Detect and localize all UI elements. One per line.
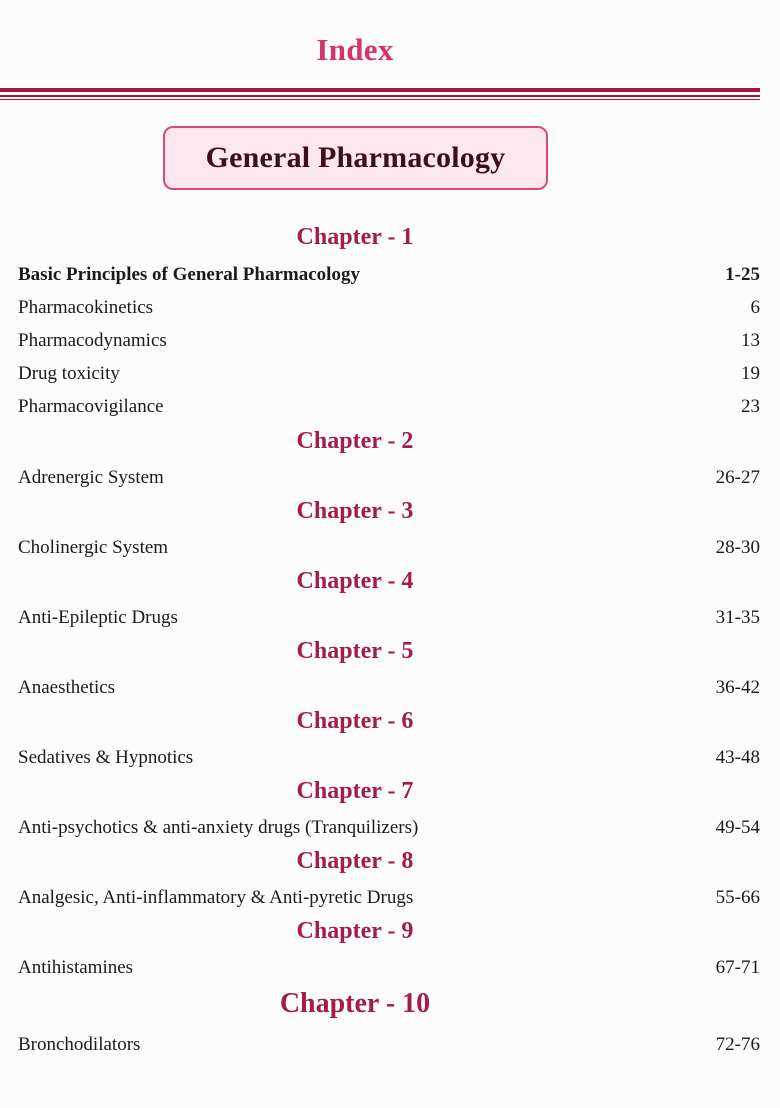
entry-title: Sedatives & Hypnotics	[18, 747, 194, 768]
index-entry[interactable]	[18, 537, 760, 563]
header-rule-thick	[0, 88, 760, 92]
entry-title: Drug toxicity	[18, 363, 120, 384]
chapter-heading-9: Chapter - 9	[296, 918, 414, 944]
entry-title: Pharmacodynamics	[18, 330, 167, 351]
chapter-heading-2: Chapter - 2	[296, 428, 414, 454]
chapter-heading-1: Chapter - 1	[296, 224, 414, 250]
index-entry[interactable]	[18, 887, 760, 913]
entry-pages: 28-30	[715, 537, 760, 558]
header-rule-middle	[0, 95, 760, 97]
index-entry[interactable]	[18, 1034, 760, 1060]
entry-pages: 49-54	[715, 817, 760, 838]
chapter-heading-4: Chapter - 4	[296, 568, 414, 594]
index-entry[interactable]	[18, 467, 760, 493]
entry-pages: 19	[741, 363, 760, 384]
page-title: Index	[316, 32, 394, 67]
entry-pages: 13	[741, 330, 760, 351]
index-entry[interactable]	[18, 330, 760, 356]
entry-title: Cholinergic System	[18, 537, 169, 558]
entry-title: Pharmacokinetics	[18, 297, 154, 318]
entry-title: Basic Principles of General Pharmacology	[18, 264, 360, 285]
chapter-heading-7: Chapter - 7	[296, 778, 414, 804]
entry-pages: 43-48	[715, 747, 760, 768]
entry-pages: 67-71	[715, 957, 760, 978]
entry-pages: 55-66	[715, 887, 760, 908]
chapter-heading-3: Chapter - 3	[296, 498, 414, 524]
entry-title: Anti-Epileptic Drugs	[18, 607, 178, 628]
entry-pages: 23	[741, 396, 760, 417]
index-entry[interactable]	[18, 817, 760, 843]
index-entry[interactable]	[18, 297, 760, 323]
index-entry[interactable]	[18, 607, 760, 633]
index-entry[interactable]	[18, 957, 760, 983]
chapter-heading-10: Chapter - 10	[279, 988, 431, 1019]
index-entry[interactable]	[18, 264, 760, 290]
index-entry[interactable]	[18, 363, 760, 389]
chapter-heading-8: Chapter - 8	[296, 848, 414, 874]
entry-pages: 36-42	[715, 677, 760, 698]
section-heading-box	[163, 126, 548, 190]
index-entry[interactable]	[18, 677, 760, 703]
entry-title: Analgesic, Anti-inflammatory & Anti-pyretic Drugs	[18, 887, 414, 908]
header-rule-thin	[0, 99, 760, 100]
entry-title: Bronchodilators	[18, 1034, 141, 1055]
entry-pages: 26-27	[715, 467, 760, 488]
entry-title: Anti-psychotics & anti-anxiety drugs (Tranquilizers)	[18, 817, 419, 838]
entry-pages: 6	[750, 297, 760, 318]
entry-pages: 72-76	[715, 1034, 760, 1055]
entry-title: Antihistamines	[18, 957, 134, 978]
chapter-heading-6: Chapter - 6	[296, 708, 414, 734]
entry-pages: 31-35	[715, 607, 760, 628]
entry-title: Anaesthetics	[18, 677, 116, 698]
index-entry[interactable]	[18, 747, 760, 773]
index-entry[interactable]	[18, 396, 760, 422]
entry-title: Adrenergic System	[18, 467, 164, 488]
entry-title: Pharmacovigilance	[18, 396, 164, 417]
chapter-heading-5: Chapter - 5	[296, 638, 414, 664]
entry-pages: 1-25	[725, 264, 760, 285]
section-title: General Pharmacology	[205, 141, 506, 174]
